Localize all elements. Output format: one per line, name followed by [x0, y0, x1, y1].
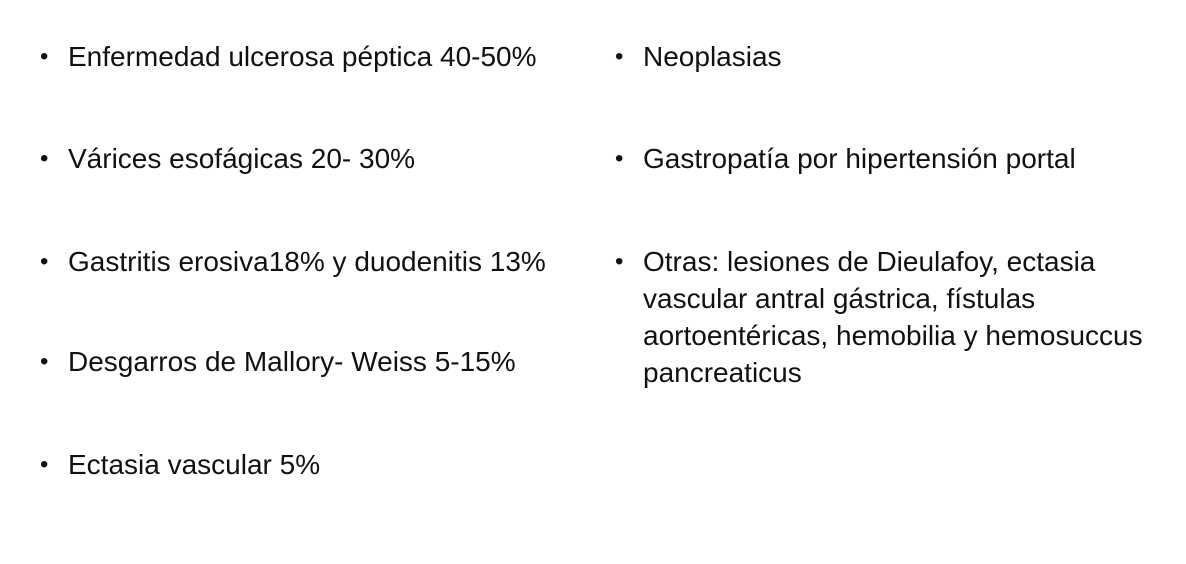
list-item-text: Enfermedad ulcerosa péptica 40-50% — [68, 41, 537, 72]
list-item — [615, 140, 1076, 177]
bullet-icon: • — [40, 145, 49, 172]
bullet-icon: • — [40, 348, 49, 375]
list-item-text: Ectasia vascular 5% — [68, 449, 321, 480]
list-item — [40, 38, 537, 75]
bullet-icon: • — [40, 451, 49, 478]
list-item — [40, 140, 415, 177]
list-item — [615, 243, 1163, 391]
list-item — [40, 343, 516, 380]
bullet-icon: • — [40, 43, 49, 70]
list-item-text: Gastropatía por hipertensión portal — [643, 143, 1076, 174]
list-item-text: Desgarros de Mallory- Weiss 5-15% — [68, 346, 516, 377]
bullet-icon: • — [615, 43, 624, 70]
bullet-icon: • — [615, 248, 624, 275]
list-item-text: Várices esofágicas 20- 30% — [68, 143, 416, 174]
list-item-text: Otras: lesiones de Dieulafoy, ectasia vascular antral gástrica, fístulas aortoentéricas, hemobilia y hemosuccus pancreaticus — [643, 246, 1143, 388]
bullet-icon: • — [40, 248, 49, 275]
list-item — [40, 446, 320, 483]
bullet-icon: • — [615, 145, 624, 172]
list-item-text: Gastritis erosiva18% y duodenitis 13% — [68, 246, 546, 277]
list-item — [615, 38, 782, 75]
list-item-text: Neoplasias — [643, 41, 782, 72]
list-item — [40, 243, 546, 280]
